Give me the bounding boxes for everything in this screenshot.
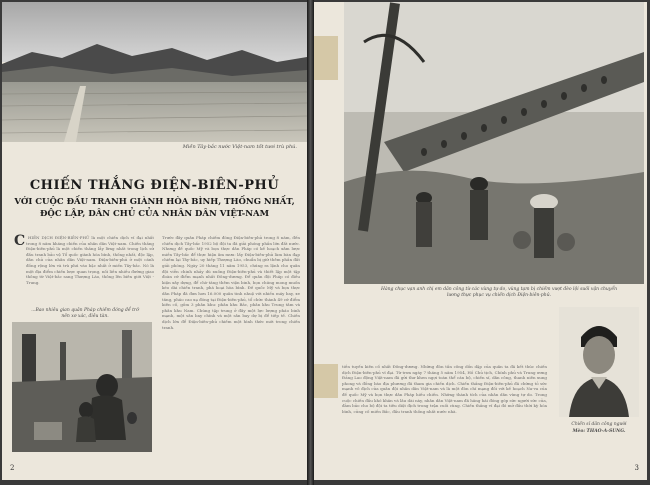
porters-photo [344, 2, 644, 284]
column-1-text-continued [14, 288, 154, 298]
portrait-photo [559, 307, 639, 417]
drop-cap: C [14, 233, 26, 249]
family-photo [12, 322, 152, 452]
column-2-text: Trước đây quân Pháp chiếm đóng Điện-biên-phủ trong 8 năm, đến chiến dịch Tây-bắc 1952 bộ đội ta đã giải phóng phần lớn đất nước. Nhưng đế quốc Mỹ và bọn thực dân Pháp có kế hoạch xâm lược miền Tây-bắc để thực hiện âm mưu: lấy Điện-biên-phủ làm bàn đạp chiếm lại Tây-bắc, uy hiếp Thượng Lào, chuẩn bị giữ thêm phần đất giải phóng. Ngày 20 tháng 11 năm 1953, chúng ra lệnh cho quân đội viễn chinh nhảy dù xuống Điện-biên-phủ và thiết lập một tập đoàn cứ điểm mạnh nhất Đông-dương. Để quân đội Pháp có điều kiện xây dựng, để chờ tăng thêm viện binh, bọn chúng mong muốn kéo dài chiến tranh, phá hoại hòa bình. Đế quốc Mỹ và bọn thực dân Pháp đã đưa hơn 16.000 quân tinh nhuệ với nhiều máy bay, xe tăng, pháo cao xạ đóng tại Điện-biên-phủ, tổ chức thành 49 cứ điểm kiên cố, gồm 3 phân khu: phân khu Bắc, phân khu Trung tâm và phân khu Nam. Chúng tập trung ở đây một lực lượng pháo binh mạnh, một sân bay chính và một sân bay dự bị để tiếp tế. Chiến dịch lớn để Điện-biên-phủ chiếm một hình thức mới trong chiến tranh. [162, 235, 300, 330]
portrait-caption-line2: Mèo: THAO-A-SUNG. [572, 429, 626, 434]
right-body-text: tiền tuyến kiên cố nhất Đông-dương. Những đòn tấn công dồn dập của quân ta đã kết thúc chiến dịch Điện-biên-phủ vĩ đại. Từ trưa ngày 7 tháng 5 năm 1954, Hồ Chủ tịch, Chính phủ và Trung ương Đảng Lao động Việt-nam đã gửi thư khen ngợi toàn thể cán bộ, chiến sĩ, dân công, thanh niên xung phong và đồng bào địa phương đã tham gia chiến dịch. Chiến thắng Điện-biên-phủ đã chứng tỏ sức mạnh vô địch của quân đội nhân dân Việt-nam và là một đòn chí mạng đối với kế hoạch Na-va của đế quốc Mỹ và bọn thực dân Pháp hiếu chiến. Những thành tích của nhân dân vùng tự do. Trong cuộc chiến đấu khó khăn và lâu dài này, nhân dân Việt-nam đã hăng hái đóng góp sức người sức của, đảm bảo cho bộ đội ta tiêu diệt địch trong trận cuối cùng. Chiến thắng vĩ đại đó mở đầu thời kỳ hòa bình, củng cố miền Bắc, đấu tranh thống nhất nước nhà. [342, 364, 547, 414]
article-title: CHIẾN THẮNG ĐIỆN-BIÊN-PHỦ [29, 178, 280, 193]
article-subtitle-line1: VỚI CUỘC ĐẤU TRANH GIÀNH HÒA BÌNH, THỐNG NHẤT, [14, 197, 295, 207]
tape-strip-top [314, 36, 338, 80]
portrait-caption-line1: Chiến sĩ dân công người [571, 422, 627, 427]
column-1-photo-caption: ...Bao nhiêu gian quân Pháp chiếm đóng để trở nên xơ xác, điêu tàn. [31, 308, 139, 319]
left-page [2, 2, 307, 480]
page-number-left: 2 [10, 464, 15, 472]
article-subtitle-line2: ĐỘC LẬP, DÂN CHỦ CỦA NHÂN DÂN VIỆT-NAM [39, 209, 270, 219]
porters-caption: Hàng chục vạn anh chị em dân công từ các vùng tự do, vùng tạm bị chiếm vượt đèo lội suối vận chuyển lương thực phục vụ chiến dịch Điện-biên-phủ. [381, 287, 617, 298]
column-1-text: HIẾN DỊCH ĐIỆN-BIÊN-PHỦ là một chiến dịch vĩ đại nhất trong 8 năm kháng chiến của nhân dân Việt-nam. Chiến thắng Điện-biên-phủ là một chiến thắng lẫy lừng nhất trong lịch sử đấu tranh bảo vệ Tổ quốc giành hòa bình, thống nhất, độc lập, dân chủ của nhân dân Việt-nam. Điện-biên-phủ ở một cánh đồng rộng lớn và trù phú vào bậc nhất ở miền Tây-bắc. Nó là một địa điểm chiến lược quan trọng, nối liền nhiều đường giao thông từ Việt-bắc sang Thượng Lào, thông lên biên giới Việt - Trung. [26, 235, 154, 285]
landscape-photo [2, 2, 307, 142]
page-number-right: 3 [634, 464, 639, 472]
landscape-caption: Miền Tây-bắc nước Việt-nam tốt tươi trù phú. [182, 144, 297, 150]
spine [307, 0, 314, 485]
tape-strip-bottom [314, 364, 338, 398]
right-page [314, 2, 647, 480]
